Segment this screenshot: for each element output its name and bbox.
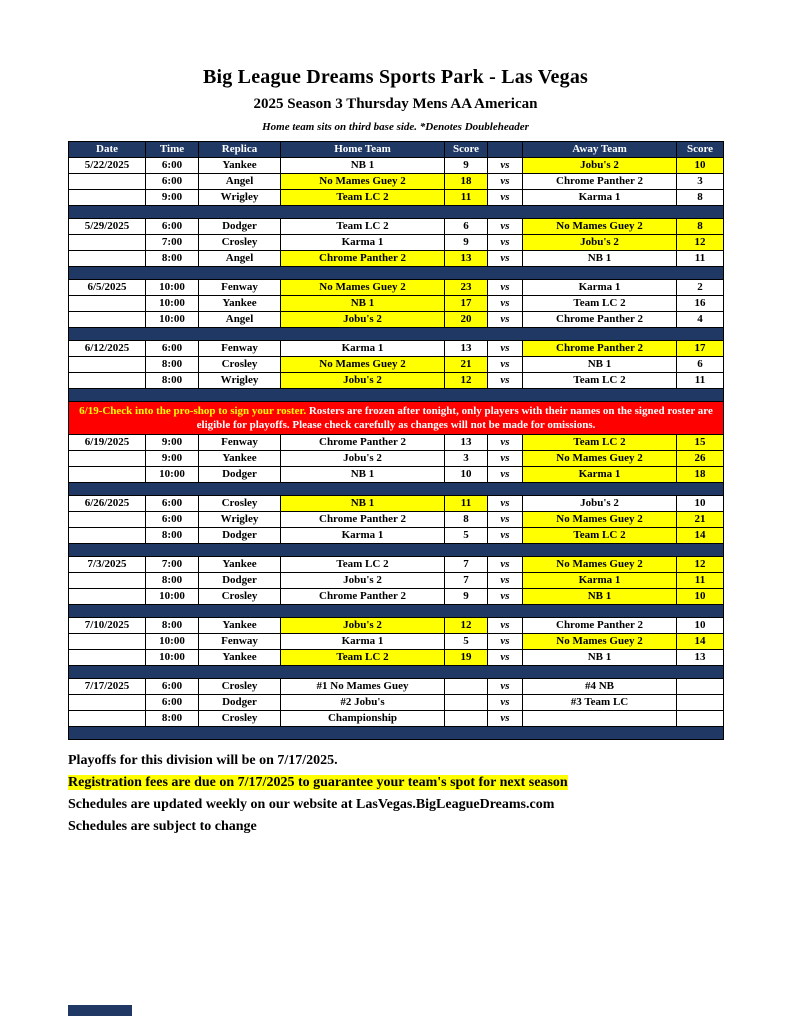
away-team-cell: Jobu's 2 [523,235,677,251]
away-score-cell: 6 [677,357,724,373]
date-cell [69,512,146,528]
replica-cell: Yankee [199,158,281,174]
table-header-row [69,142,724,158]
banner-body-text: Rosters are frozen after tonight, only players with their names on the signed roster are eligible for playoffs. Please check carefully as changes will not be made for omissions. [196,405,713,431]
time-cell: 10:00 [146,589,199,605]
game-row [69,528,724,544]
replica-cell: Wrigley [199,373,281,389]
footer-text: Schedules are subject to change [68,819,257,834]
week-separator-cell [69,544,724,557]
time-cell: 6:00 [146,512,199,528]
home-team-cell: Chrome Panther 2 [281,589,445,605]
away-team-cell: No Mames Guey 2 [523,512,677,528]
replica-cell: Yankee [199,451,281,467]
col-header-replica-2: Replica [199,142,281,158]
time-cell: 6:00 [146,219,199,235]
away-score-cell: 10 [677,618,724,634]
away-team-cell: Chrome Panther 2 [523,312,677,328]
home-team-cell: Team LC 2 [281,557,445,573]
time-cell: 8:00 [146,528,199,544]
away-score-cell: 17 [677,341,724,357]
away-team-cell: Karma 1 [523,467,677,483]
vs-cell: vs [488,467,523,483]
away-team-cell: Chrome Panther 2 [523,341,677,357]
home-team-cell: Karma 1 [281,341,445,357]
week-separator-row [69,483,724,496]
replica-cell: Dodger [199,573,281,589]
date-cell [69,695,146,711]
replica-cell: Yankee [199,557,281,573]
home-team-cell: NB 1 [281,467,445,483]
away-team-cell [523,711,677,727]
away-score-cell [677,695,724,711]
vs-cell: vs [488,618,523,634]
time-cell: 8:00 [146,711,199,727]
vs-cell: vs [488,435,523,451]
replica-cell: Wrigley [199,190,281,206]
away-team-cell: No Mames Guey 2 [523,219,677,235]
home-score-cell: 7 [445,573,488,589]
away-score-cell [677,679,724,695]
away-team-cell: Chrome Panther 2 [523,174,677,190]
date-cell: 7/17/2025 [69,679,146,695]
replica-cell: Angel [199,174,281,190]
game-row [69,312,724,328]
vs-cell: vs [488,357,523,373]
home-team-note: Home team sits on third base side. *Denotes Doubleheader [262,121,529,133]
vs-cell: vs [488,174,523,190]
date-cell: 7/10/2025 [69,618,146,634]
game-row [69,679,724,695]
away-score-cell: 14 [677,528,724,544]
footer-highlighted-text: Registration fees are due on 7/17/2025 to guarantee your team's spot for next season [68,775,568,790]
vs-cell: vs [488,373,523,389]
home-score-cell: 10 [445,467,488,483]
replica-cell: Fenway [199,634,281,650]
roster-banner-cell [69,402,724,435]
week-separator-row [69,544,724,557]
vs-cell: vs [488,634,523,650]
banner-highlight-text: 6/19-Check into the pro-shop to sign your roster. [79,405,309,417]
replica-cell: Angel [199,251,281,267]
game-row [69,711,724,727]
date-cell [69,589,146,605]
vs-cell: vs [488,557,523,573]
away-team-cell: Karma 1 [523,573,677,589]
week-separator-cell [69,267,724,280]
home-score-cell: 5 [445,634,488,650]
replica-cell: Yankee [199,296,281,312]
vs-cell: vs [488,312,523,328]
away-team-cell: NB 1 [523,650,677,666]
page-title: Big League Dreams Sports Park - Las Vegas [202,66,589,88]
date-cell [69,573,146,589]
vs-cell: vs [488,711,523,727]
week-separator-cell [69,727,724,740]
date-cell: 6/26/2025 [69,496,146,512]
time-cell: 6:00 [146,341,199,357]
replica-cell: Yankee [199,650,281,666]
home-score-cell [445,711,488,727]
vs-cell: vs [488,280,523,296]
date-cell: 6/12/2025 [69,341,146,357]
game-row [69,467,724,483]
time-cell: 9:00 [146,451,199,467]
time-cell: 9:00 [146,190,199,206]
footer-line-4 [68,818,791,835]
week-separator-cell [69,605,724,618]
game-row [69,496,724,512]
home-team-cell: Chrome Panther 2 [281,512,445,528]
home-score-cell: 3 [445,451,488,467]
footer-line-1 [68,752,791,769]
away-team-cell: Team LC 2 [523,435,677,451]
date-cell [69,357,146,373]
date-cell [69,251,146,267]
game-row [69,573,724,589]
page-subtitle: 2025 Season 3 Thursday Mens AA American [253,96,538,112]
home-score-cell: 13 [445,251,488,267]
footer-text: Playoffs for this division will be on 7/17/2025. [68,753,338,768]
date-cell: 6/5/2025 [69,280,146,296]
away-score-cell: 10 [677,589,724,605]
home-score-cell: 5 [445,528,488,544]
replica-cell: Crosley [199,496,281,512]
home-team-cell: Jobu's 2 [281,451,445,467]
date-cell: 7/3/2025 [69,557,146,573]
game-row [69,557,724,573]
col-header-home-team-3: Home Team [281,142,445,158]
game-row [69,695,724,711]
away-score-cell: 15 [677,435,724,451]
col-header-away-team-6: Away Team [523,142,677,158]
game-row [69,634,724,650]
away-score-cell: 14 [677,634,724,650]
vs-cell: vs [488,296,523,312]
time-cell: 6:00 [146,174,199,190]
game-row [69,435,724,451]
game-row [69,219,724,235]
home-score-cell: 12 [445,618,488,634]
vs-cell: vs [488,235,523,251]
away-team-cell: #4 NB [523,679,677,695]
week-separator-row [69,328,724,341]
time-cell: 10:00 [146,634,199,650]
schedule-table [68,141,724,740]
replica-cell: Fenway [199,435,281,451]
away-score-cell: 26 [677,451,724,467]
home-score-cell: 19 [445,650,488,666]
away-score-cell: 13 [677,650,724,666]
home-score-cell: 11 [445,496,488,512]
game-row [69,190,724,206]
week-separator-row [69,605,724,618]
replica-cell: Crosley [199,357,281,373]
game-row [69,618,724,634]
replica-cell: Crosley [199,589,281,605]
col-header-vs [488,142,523,158]
time-cell: 8:00 [146,573,199,589]
replica-cell: Yankee [199,618,281,634]
home-score-cell [445,695,488,711]
home-score-cell: 17 [445,296,488,312]
time-cell: 6:00 [146,679,199,695]
replica-cell: Dodger [199,467,281,483]
vs-cell: vs [488,589,523,605]
away-score-cell: 4 [677,312,724,328]
time-cell: 7:00 [146,557,199,573]
replica-cell: Wrigley [199,512,281,528]
vs-cell: vs [488,251,523,267]
col-header-date-0: Date [69,142,146,158]
week-separator-cell [69,483,724,496]
col-header-time-1: Time [146,142,199,158]
away-score-cell [677,711,724,727]
date-cell [69,451,146,467]
vs-cell: vs [488,512,523,528]
date-cell [69,235,146,251]
home-score-cell: 9 [445,158,488,174]
time-cell: 10:00 [146,650,199,666]
date-cell: 5/29/2025 [69,219,146,235]
home-team-cell: Team LC 2 [281,219,445,235]
home-score-cell: 8 [445,512,488,528]
home-score-cell: 7 [445,557,488,573]
date-cell: 5/22/2025 [69,158,146,174]
game-row [69,357,724,373]
home-team-cell: Team LC 2 [281,190,445,206]
away-team-cell: Jobu's 2 [523,496,677,512]
vs-cell: vs [488,158,523,174]
footer-text: Schedules are updated weekly on our website at LasVegas.BigLeagueDreams.com [68,797,555,812]
week-separator-cell [69,666,724,679]
vs-cell: vs [488,451,523,467]
week-separator-row [69,267,724,280]
home-team-cell: Chrome Panther 2 [281,251,445,267]
time-cell: 10:00 [146,296,199,312]
replica-cell: Dodger [199,528,281,544]
away-team-cell: #3 Team LC [523,695,677,711]
game-row [69,158,724,174]
home-team-cell: #1 No Mames Guey [281,679,445,695]
away-score-cell: 21 [677,512,724,528]
away-team-cell: NB 1 [523,589,677,605]
vs-cell: vs [488,190,523,206]
away-team-cell: No Mames Guey 2 [523,557,677,573]
game-row [69,650,724,666]
time-cell: 10:00 [146,280,199,296]
home-score-cell: 9 [445,235,488,251]
away-score-cell: 11 [677,573,724,589]
roster-banner-row [69,402,724,435]
footer-line-2 [68,774,791,791]
home-score-cell: 20 [445,312,488,328]
replica-cell: Fenway [199,280,281,296]
game-row [69,341,724,357]
game-row [69,589,724,605]
home-team-cell: #2 Jobu's [281,695,445,711]
time-cell: 6:00 [146,695,199,711]
away-score-cell: 8 [677,219,724,235]
vs-cell: vs [488,650,523,666]
date-cell [69,190,146,206]
away-score-cell: 16 [677,296,724,312]
vs-cell: vs [488,341,523,357]
week-separator-row [69,727,724,740]
game-row [69,235,724,251]
home-team-cell: Karma 1 [281,235,445,251]
vs-cell: vs [488,695,523,711]
home-score-cell: 18 [445,174,488,190]
home-team-cell: Jobu's 2 [281,312,445,328]
home-team-cell: NB 1 [281,158,445,174]
time-cell: 7:00 [146,235,199,251]
home-team-cell: Jobu's 2 [281,373,445,389]
footer-notes [68,752,791,835]
replica-cell: Angel [199,312,281,328]
away-score-cell: 11 [677,373,724,389]
away-team-cell: Team LC 2 [523,528,677,544]
bottom-page-bar [68,1005,132,1016]
home-score-cell: 12 [445,373,488,389]
date-cell: 6/19/2025 [69,435,146,451]
away-team-cell: Chrome Panther 2 [523,618,677,634]
game-row [69,280,724,296]
home-team-cell: Team LC 2 [281,650,445,666]
game-row [69,373,724,389]
time-cell: 6:00 [146,496,199,512]
replica-cell: Dodger [199,219,281,235]
time-cell: 8:00 [146,251,199,267]
home-team-cell: Championship [281,711,445,727]
footer-line-3 [68,796,791,813]
away-score-cell: 12 [677,557,724,573]
home-score-cell: 23 [445,280,488,296]
replica-cell: Crosley [199,679,281,695]
home-team-cell: No Mames Guey 2 [281,357,445,373]
home-team-cell: Chrome Panther 2 [281,435,445,451]
replica-cell: Dodger [199,695,281,711]
home-score-cell: 21 [445,357,488,373]
game-row [69,251,724,267]
time-cell: 9:00 [146,435,199,451]
date-cell [69,711,146,727]
home-score-cell [445,679,488,695]
replica-cell: Crosley [199,235,281,251]
game-row [69,451,724,467]
date-cell [69,634,146,650]
time-cell: 10:00 [146,467,199,483]
game-row [69,174,724,190]
vs-cell: vs [488,528,523,544]
away-score-cell: 11 [677,251,724,267]
replica-cell: Fenway [199,341,281,357]
week-separator-cell [69,389,724,402]
date-cell [69,650,146,666]
home-team-cell: Jobu's 2 [281,618,445,634]
away-score-cell: 3 [677,174,724,190]
home-team-cell: NB 1 [281,496,445,512]
home-score-cell: 9 [445,589,488,605]
away-score-cell: 8 [677,190,724,206]
date-cell [69,312,146,328]
away-team-cell: Team LC 2 [523,373,677,389]
away-team-cell: Karma 1 [523,190,677,206]
time-cell: 8:00 [146,357,199,373]
date-cell [69,528,146,544]
time-cell: 6:00 [146,158,199,174]
home-team-cell: NB 1 [281,296,445,312]
time-cell: 8:00 [146,618,199,634]
away-score-cell: 18 [677,467,724,483]
date-cell [69,174,146,190]
vs-cell: vs [488,496,523,512]
date-cell [69,467,146,483]
home-team-cell: Karma 1 [281,528,445,544]
col-header-score-4: Score [445,142,488,158]
date-cell [69,373,146,389]
away-score-cell: 2 [677,280,724,296]
away-score-cell: 10 [677,158,724,174]
week-separator-cell [69,328,724,341]
week-separator-row [69,206,724,219]
home-score-cell: 11 [445,190,488,206]
week-separator-cell [69,206,724,219]
away-team-cell: Jobu's 2 [523,158,677,174]
home-score-cell: 13 [445,435,488,451]
replica-cell: Crosley [199,711,281,727]
home-team-cell: No Mames Guey 2 [281,280,445,296]
home-team-cell: Jobu's 2 [281,573,445,589]
home-team-cell: No Mames Guey 2 [281,174,445,190]
col-header-score-7: Score [677,142,724,158]
home-score-cell: 13 [445,341,488,357]
week-separator-row [69,666,724,679]
away-team-cell: Karma 1 [523,280,677,296]
away-score-cell: 10 [677,496,724,512]
away-team-cell: NB 1 [523,357,677,373]
game-row [69,512,724,528]
date-cell [69,296,146,312]
time-cell: 10:00 [146,312,199,328]
time-cell: 8:00 [146,373,199,389]
week-separator-row [69,389,724,402]
away-team-cell: No Mames Guey 2 [523,451,677,467]
away-team-cell: NB 1 [523,251,677,267]
game-row [69,296,724,312]
away-team-cell: No Mames Guey 2 [523,634,677,650]
vs-cell: vs [488,679,523,695]
home-score-cell: 6 [445,219,488,235]
vs-cell: vs [488,573,523,589]
away-score-cell: 12 [677,235,724,251]
vs-cell: vs [488,219,523,235]
home-team-cell: Karma 1 [281,634,445,650]
away-team-cell: Team LC 2 [523,296,677,312]
